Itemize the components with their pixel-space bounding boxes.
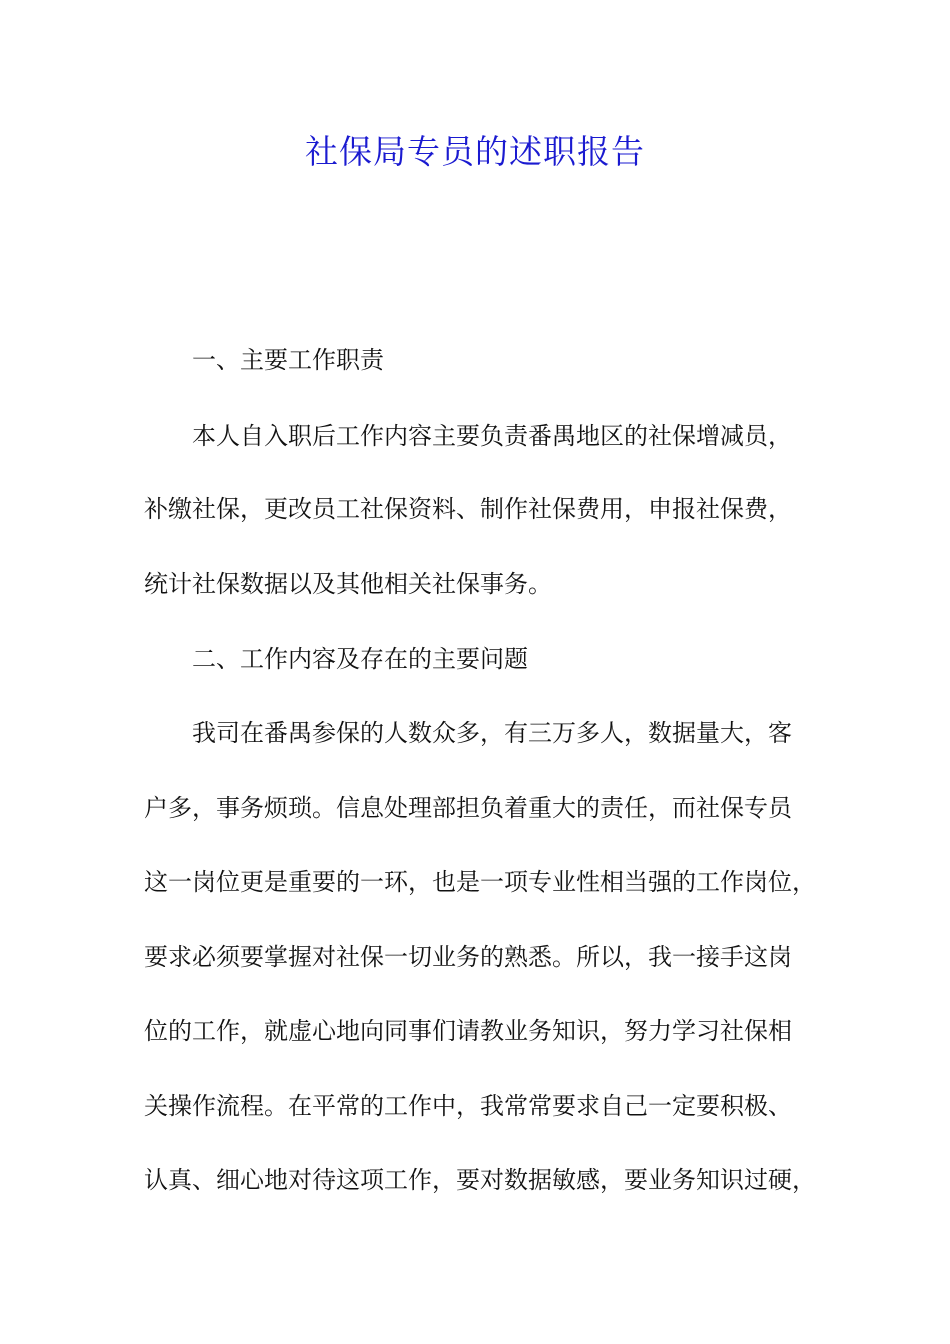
document-title: 社保局专员的述职报告 <box>305 132 645 171</box>
section-heading-1: 一、主要工作职责 <box>192 346 384 374</box>
paragraph-line: 位的工作，就虚心地向同事们请教业务知识，努力学习社保相 <box>144 1017 792 1045</box>
paragraph-line: 认真、细心地对待这项工作，要对数据敏感，要业务知识过硬， <box>144 1166 816 1194</box>
paragraph-line: 统计社保数据以及其他相关社保事务。 <box>144 570 552 598</box>
paragraph-line: 补缴社保，更改员工社保资料、制作社保费用，申报社保费， <box>144 495 792 523</box>
paragraph-line: 户多，事务烦琐。信息处理部担负着重大的责任，而社保专员 <box>144 794 792 822</box>
paragraph-line: 本人自入职后工作内容主要负责番禺地区的社保增减员， <box>192 422 792 450</box>
paragraph-line: 我司在番禺参保的人数众多，有三万多人，数据量大，客 <box>192 719 792 747</box>
section-heading-2: 二、工作内容及存在的主要问题 <box>192 645 528 673</box>
paragraph-line: 关操作流程。在平常的工作中，我常常要求自己一定要积极、 <box>144 1092 792 1120</box>
paragraph-line: 这一岗位更是重要的一环，也是一项专业性相当强的工作岗位， <box>144 868 816 896</box>
paragraph-line: 要求必须要掌握对社保一切业务的熟悉。所以，我一接手这岗 <box>144 943 792 971</box>
